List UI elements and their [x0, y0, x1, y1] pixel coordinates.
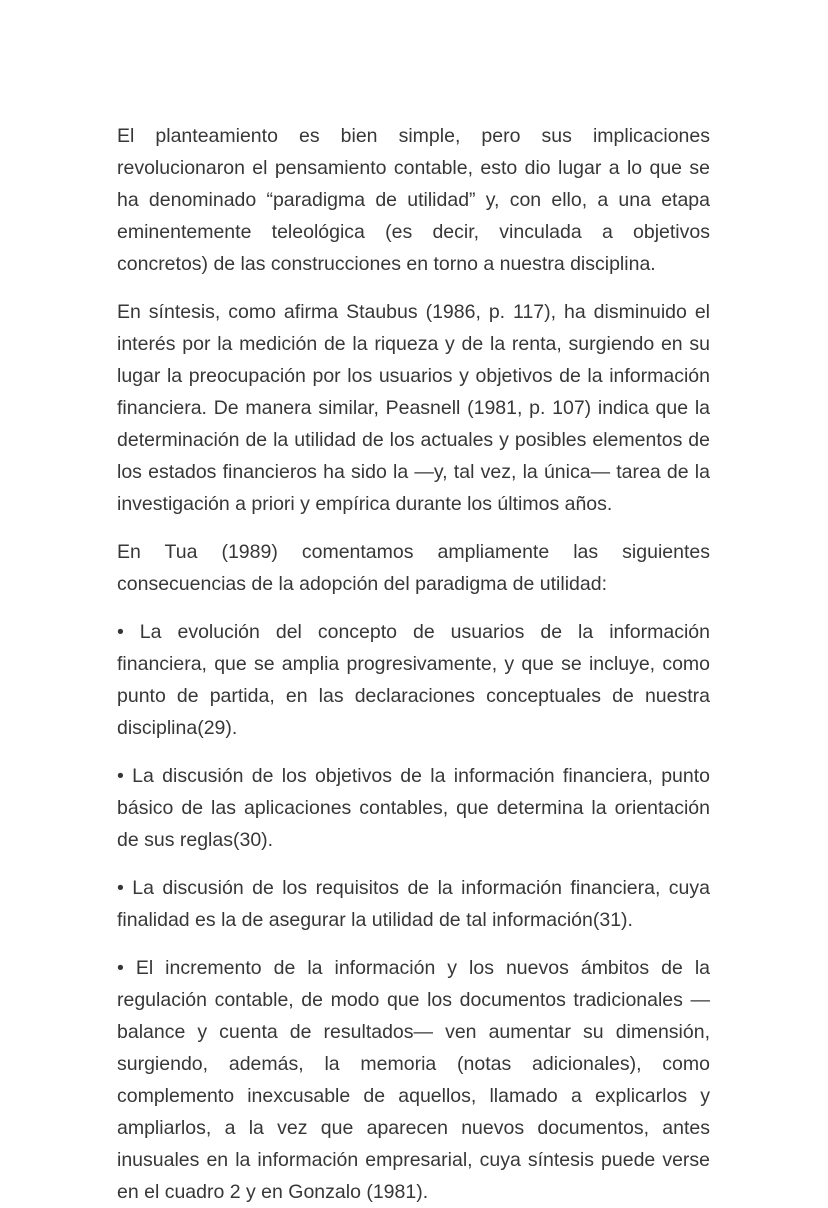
- bullet-paragraph: • La discusión de los objetivos de la información financiera, punto básico de las aplicaciones contables, que determina la orientación de sus reglas(30).: [117, 765, 710, 851]
- body-paragraph: En síntesis, como afirma Staubus (1986, p. 117), ha disminuido el interés por la medición de la riqueza y de la renta, surgiendo en su lugar la preocupación por los usuarios y objetivos de la información financiera. De manera similar, Peasnell (1981, p. 107) indica que la determinación de la utilidad de los actuales y posibles elementos de los estados financieros ha sido la —y, tal vez, la única— tarea de la investigación a priori y empírica durante los últimos años.: [117, 301, 710, 515]
- page-content: [117, 120, 710, 1208]
- bullet-paragraph: • La discusión de los requisitos de la información financiera, cuya finalidad es la de asegurar la utilidad de tal información(31).: [117, 877, 710, 931]
- bullet-paragraph: • El incremento de la información y los nuevos ámbitos de la regulación contable, de modo que los documentos tradicionales —balance y cuenta de resultados— ven aumentar su dimensión, surgiendo, además, la memoria (notas adicionales), como complemento inexcusable de aquellos, llamado a explicarlos y ampliarlos, a la vez que aparecen nuevos documentos, antes inusuales en la información empresarial, cuya síntesis puede verse en el cuadro 2 y en Gonzalo (1981).: [117, 957, 710, 1203]
- bullet-paragraph: • La evolución del concepto de usuarios de la información financiera, que se amplia progresivamente, y que se incluye, como punto de partida, en las declaraciones conceptuales de nuestra disciplina(29).: [117, 621, 710, 739]
- body-paragraph: En Tua (1989) comentamos ampliamente las siguientes consecuencias de la adopción del paradigma de utilidad:: [117, 541, 710, 595]
- body-paragraph: El planteamiento es bien simple, pero sus implicaciones revolucionaron el pensamiento contable, esto dio lugar a lo que se ha denominado “paradigma de utilidad” y, con ello, a una etapa eminentemente teleológica (es decir, vinculada a objetivos concretos) de las construcciones en torno a nuestra disciplina.: [117, 125, 710, 275]
